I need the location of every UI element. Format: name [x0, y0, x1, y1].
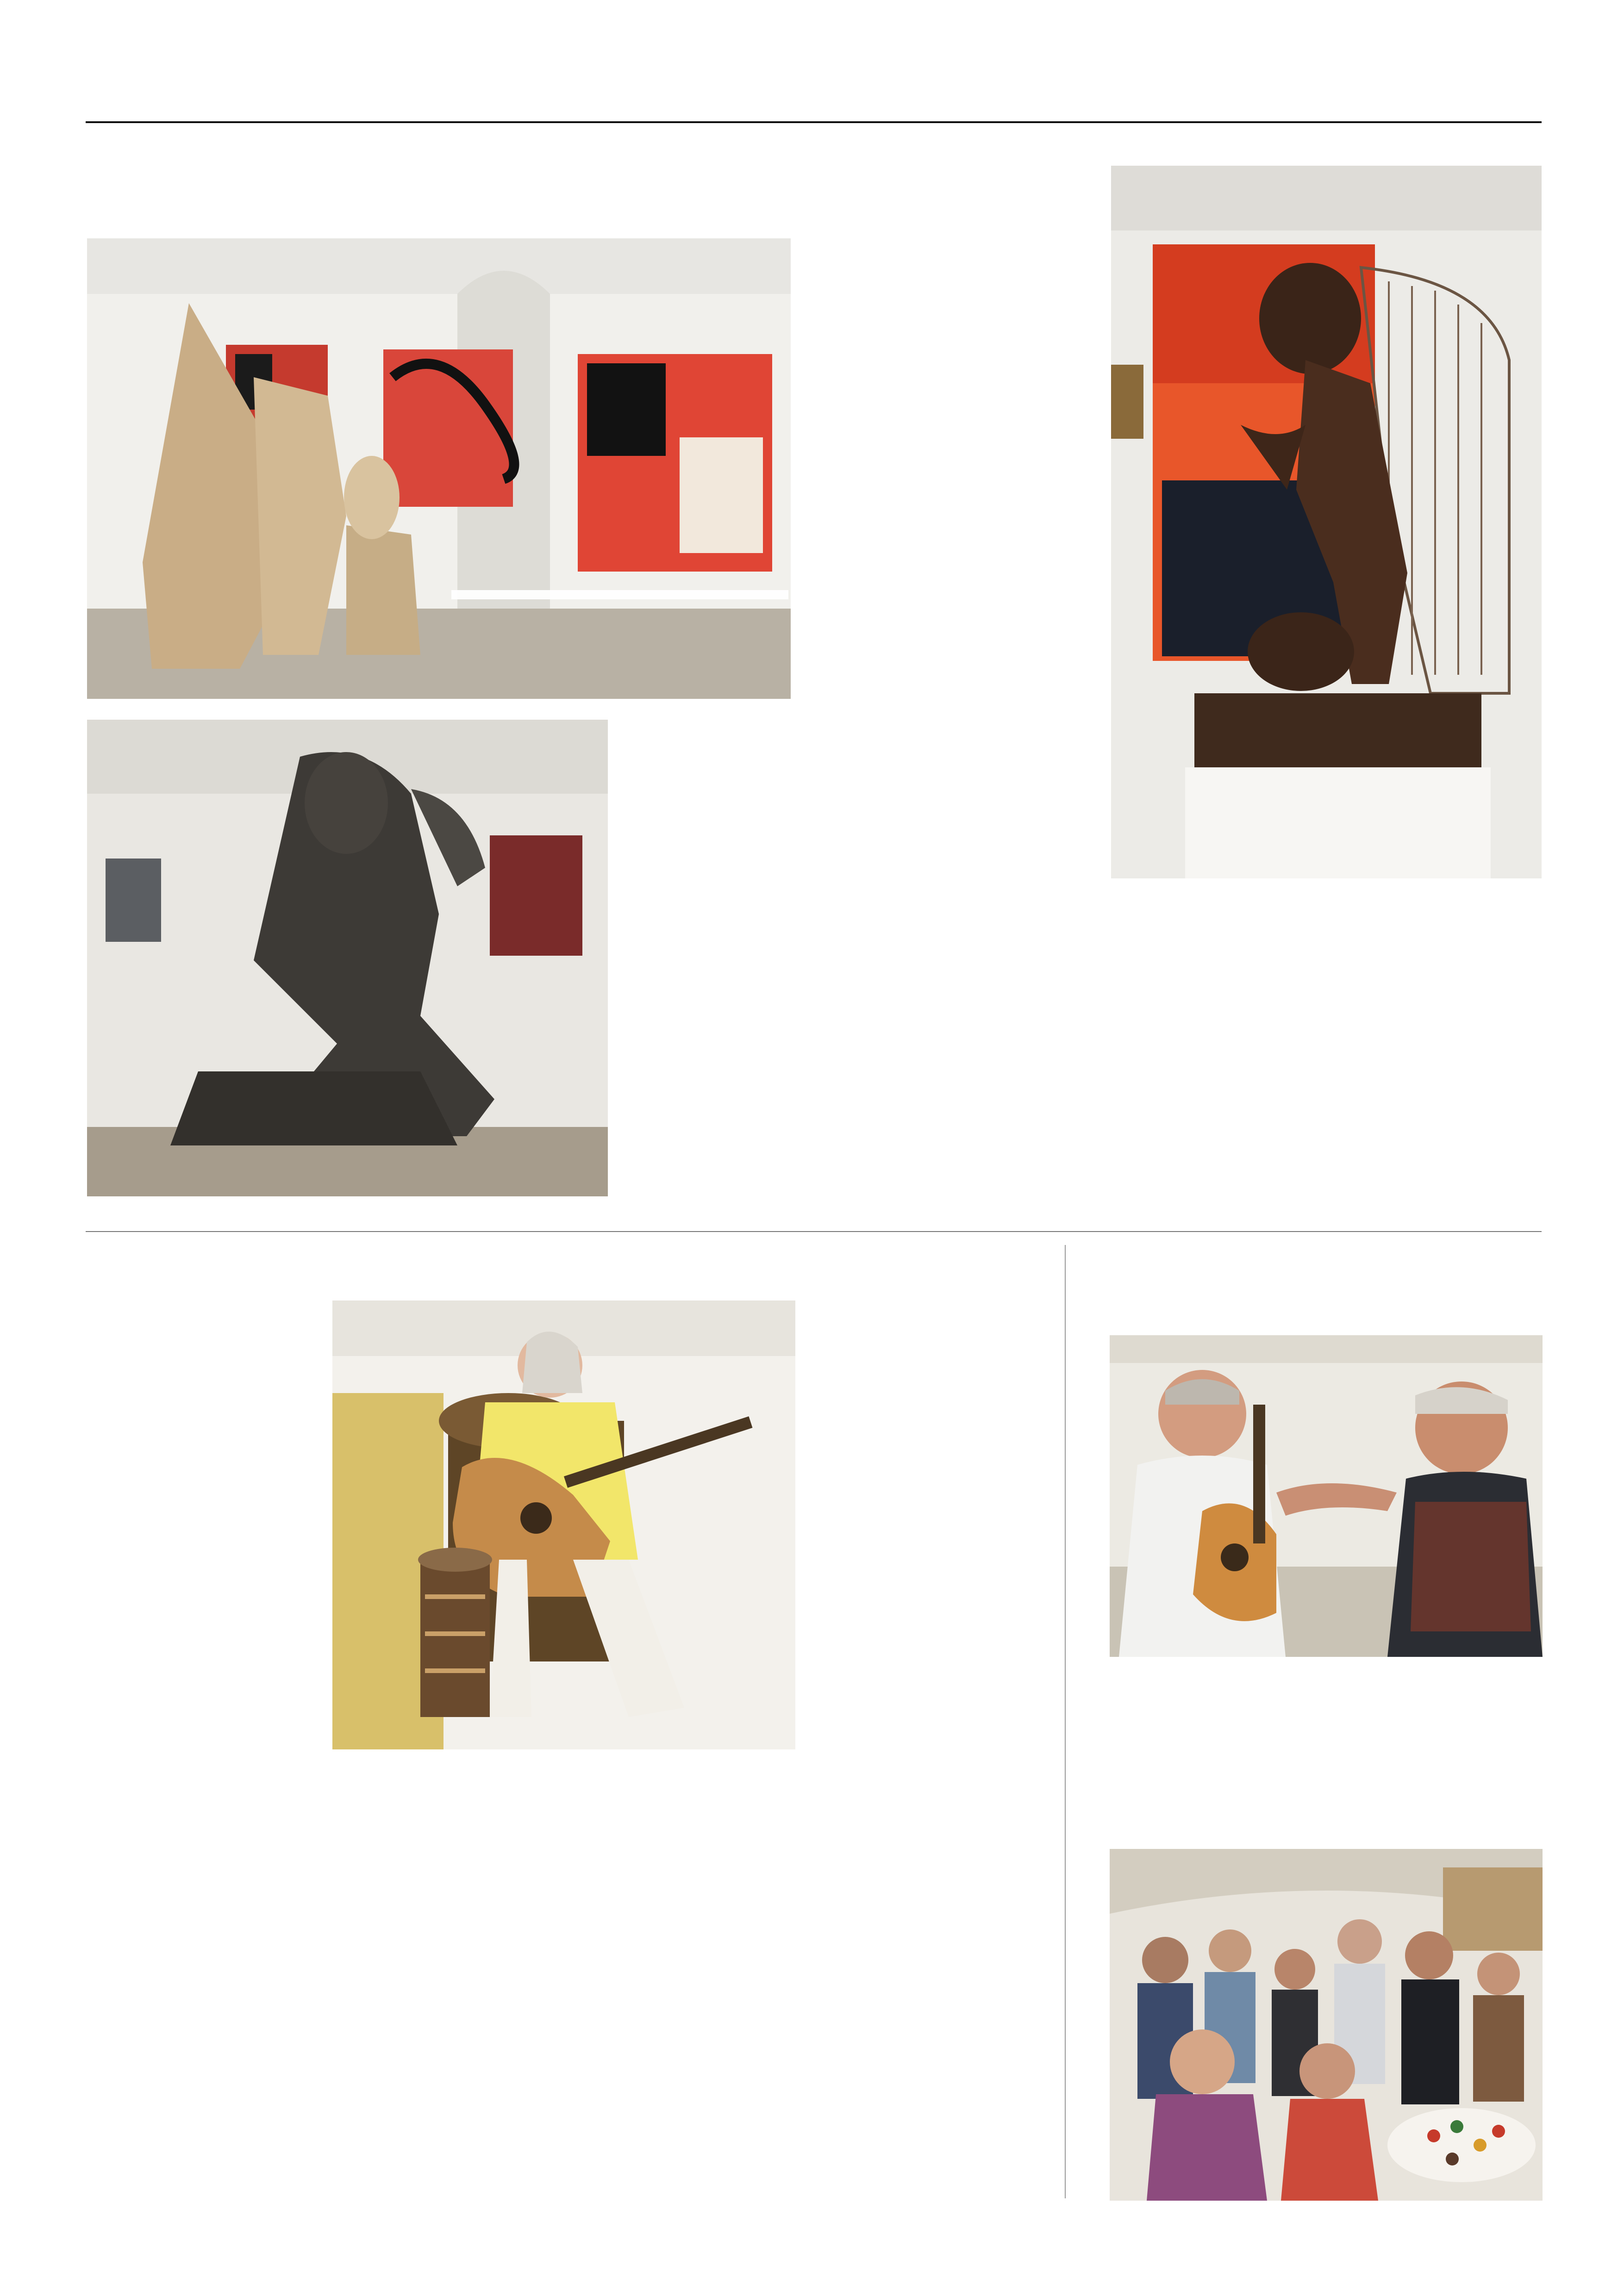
- vernissage-crowd-photo: [1110, 1849, 1543, 2201]
- article2-column-1: [88, 1300, 319, 2201]
- section-divider: [86, 1231, 1542, 1232]
- article1-column-3: [1111, 923, 1319, 1224]
- gallery-exhibition-photo: [87, 238, 791, 699]
- article1-column-4: [1333, 923, 1542, 1224]
- gallery-photo-caption: [451, 590, 788, 599]
- angel-egg-photo: [1111, 166, 1542, 878]
- article3-column-2: [1333, 1668, 1542, 1844]
- article2-column-3: [572, 1759, 794, 2201]
- article2-column-2: [332, 1759, 559, 2201]
- header-rule: [86, 121, 1542, 123]
- bronze-sculpture-photo: [87, 720, 608, 1196]
- handshake-photo: [1110, 1335, 1543, 1657]
- column-divider: [1065, 1245, 1066, 2198]
- guitar-musician-photo: [332, 1300, 795, 1749]
- article3-column-1: [1110, 1668, 1318, 1844]
- article2-column-4: [817, 1300, 1051, 2201]
- article1-column-1: [595, 720, 803, 1197]
- article1-column-2: [824, 237, 1065, 1225]
